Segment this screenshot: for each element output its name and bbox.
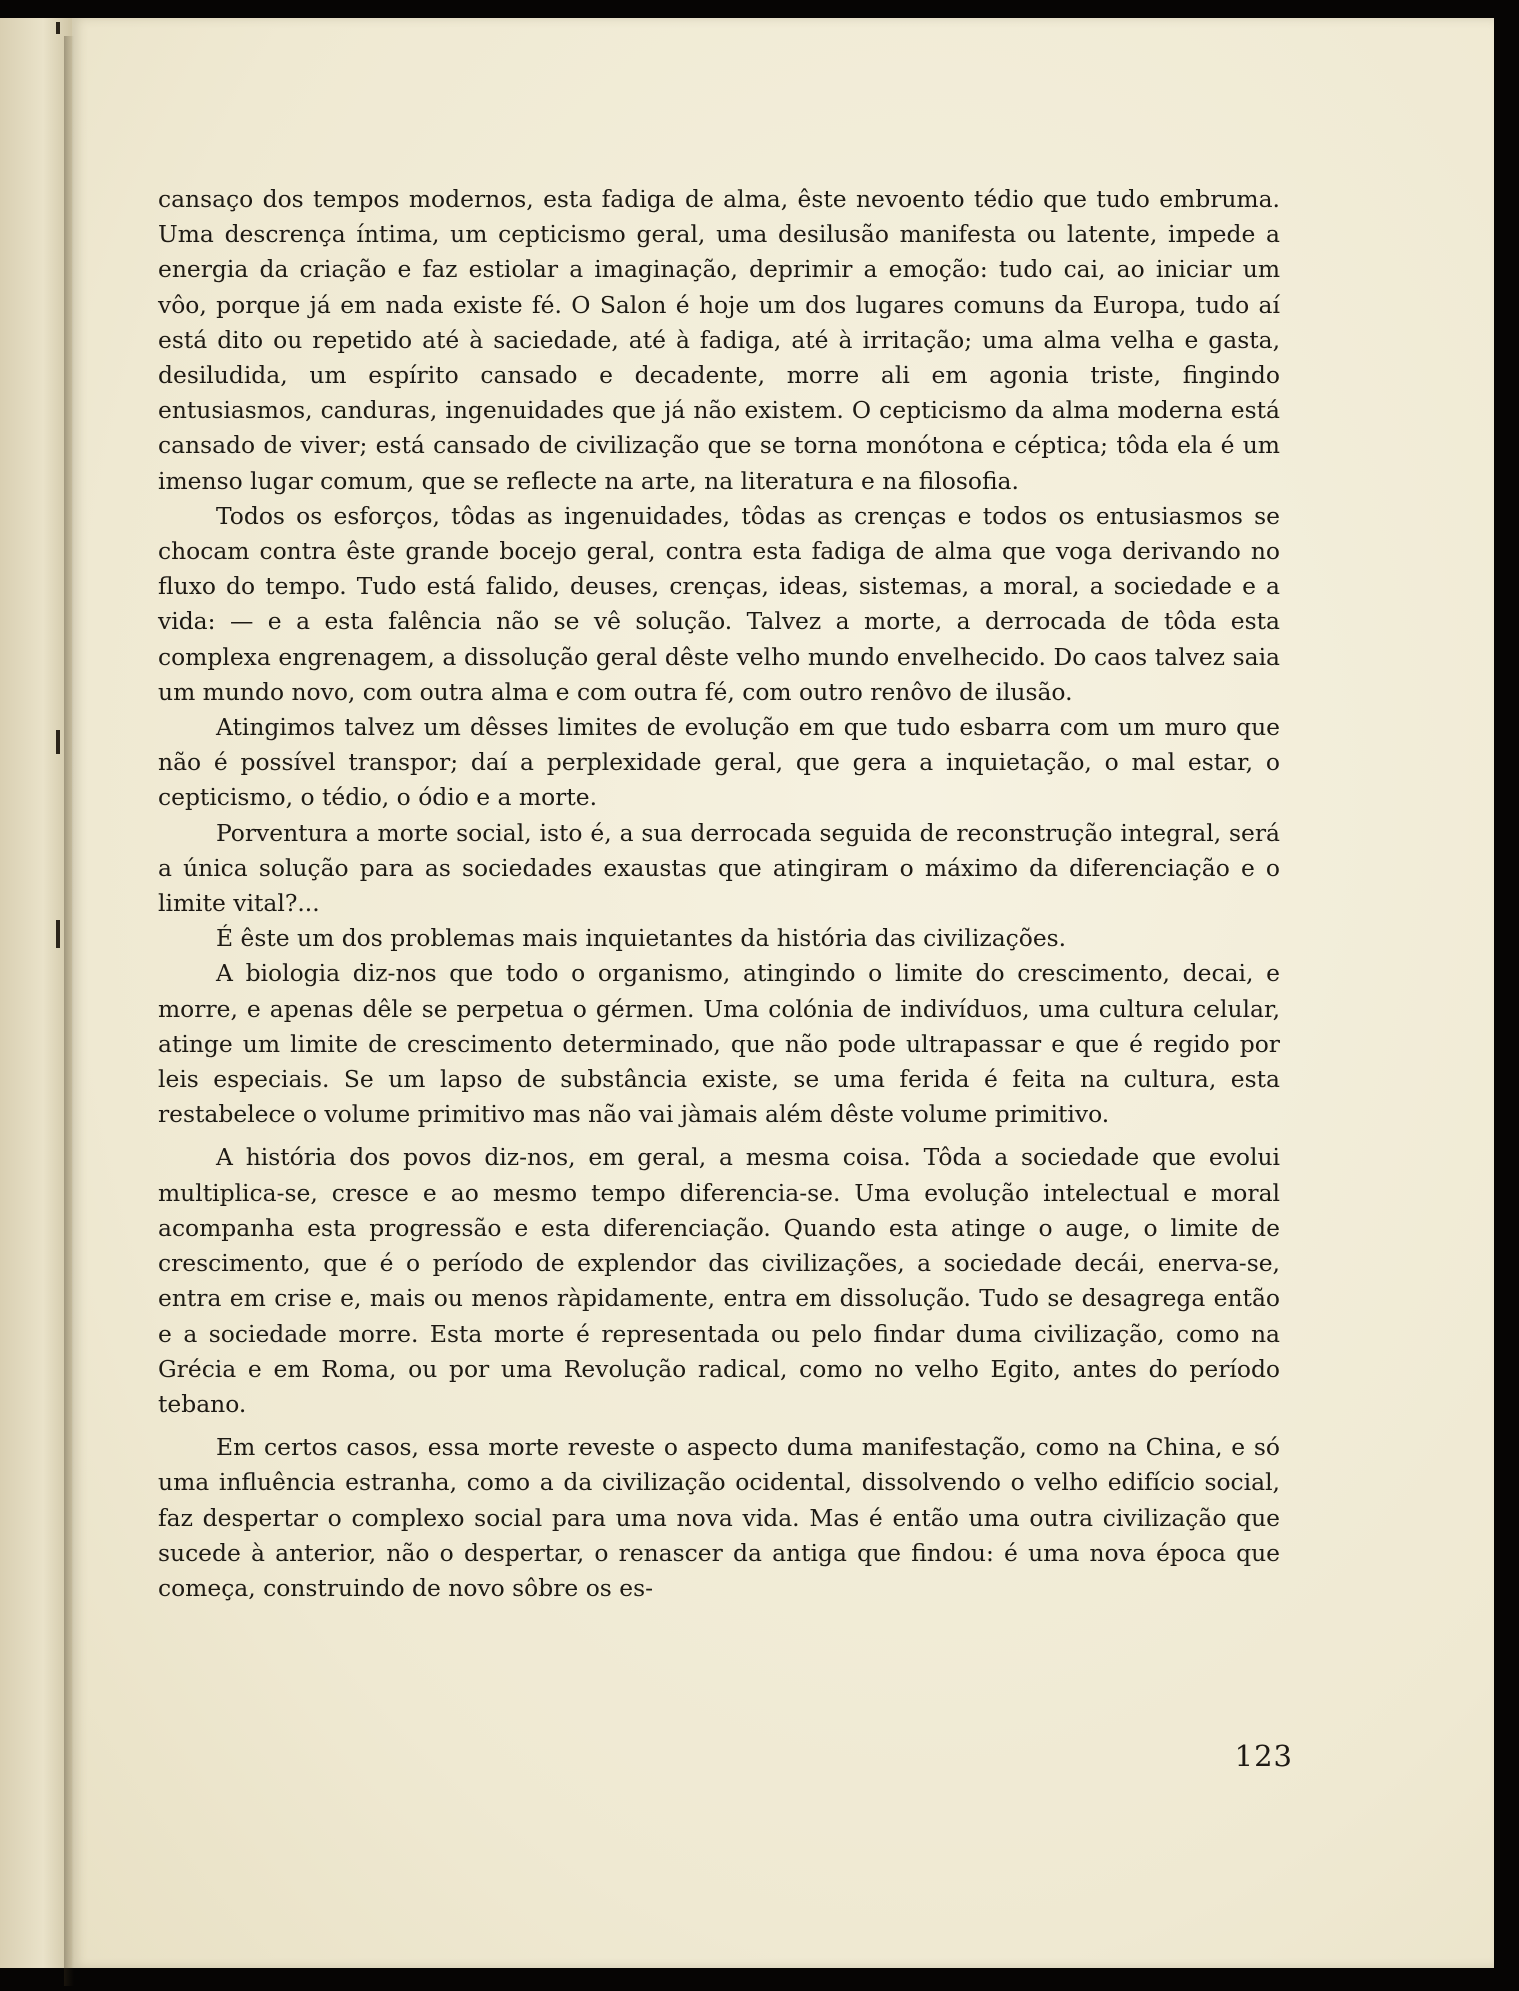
paragraph: A história dos povos diz-nos, em geral, a mesma coisa. Tôda a sociedade que evolui multiplica-se, cresce e ao mesmo tempo diferencia-se. Uma evolução intelectual e moral acompanha esta progressão e esta diferenciação. Quando esta atinge o auge, o limite de crescimento, que é o período de explendor das civilizações, a sociedade decái, enerva-se, entra em crise e, mais ou menos ràpidamente, entra em dissolução. Tudo se desagrega então e a sociedade morre. Esta morte é representada ou pelo findar duma civilização, como na Grécia e em Roma, ou por uma Revolução radical, como no velho Egito, antes do período tebano. (158, 1143, 1280, 1418)
paragraph: Porventura a morte social, isto é, a sua derrocada seguida de reconstrução integral, será a única solução para as sociedades exaustas que atingiram o máximo da diferenciação e o limite vital?... (158, 818, 1280, 918)
page-number: 123 (1234, 1739, 1293, 1773)
paragraph: Em certos casos, essa morte reveste o aspecto duma manifestação, como na China, e só uma influência estranha, como a da civilização ocidental, dissolvendo o velho edifício social, faz despertar o complexo social para uma nova vida. Mas é então uma outra civilização que sucede à anterior, não o despertar, o renascer da antiga que findou: é uma nova época que começa, construindo de novo sôbre os es- (158, 1433, 1280, 1602)
paragraph: É êste um dos problemas mais inquietantes da história das civilizações. (216, 924, 1067, 953)
paragraph: Atingimos talvez um dêsses limites de evolução em que tudo esbarra com um muro que não é possível transpor; daí a perplexidade geral, que gera a inquietação, o mal estar, o cepticismo, o tédio, o ódio e a morte. (158, 713, 1280, 812)
page-gutter-shadow (64, 36, 74, 1986)
paragraph: Todos os esforços, tôdas as ingenuidades, tôdas as crenças e todos os entusiasmos se chocam contra êste grande bocejo geral, contra esta fadiga de alma que voga derivando no fluxo do tempo. Tudo está falido, deuses, crenças, ideas, sistemas, a moral, a sociedade e a vida: — e a esta falência não se vê solução. Talvez a morte, a derrocada de tôda esta complexa engrenagem, a dissolução geral dêste velho mundo envelhecido. Do caos talvez saia um mundo novo, com outra alma e com outra fé, com outro renôvo de ilusão. (158, 501, 1280, 706)
paragraph: A biologia diz-nos que todo o organismo, atingindo o limite do crescimento, decai, e morre, e apenas dêle se perpetua o gérmen. Uma colónia de indivíduos, uma cultura celular, atinge um limite de crescimento determinado, que não pode ultrapassar e que é regido por leis especiais. Se um lapso de substância existe, se uma ferida é feita na cultura, esta restabelece o volume primitivo mas não vai jàmais além dêste volume primitivo. (158, 959, 1280, 1129)
binding-mark (56, 730, 60, 754)
binding-mark (56, 22, 60, 34)
page-body-text (158, 182, 1280, 1606)
binding-mark (56, 920, 60, 948)
previous-page-edge (0, 18, 72, 1968)
paragraph: cansaço dos tempos modernos, esta fadiga de alma, êste nevoento tédio que tudo embruma. Uma descrença íntima, um cepticismo geral, uma desilusão manifesta ou latente, impede a energia da criação e faz estiolar a imaginação, deprimir a emoção: tudo cai, ao iniciar um vôo, porque já em nada existe fé. O Salon é hoje um dos lugares comuns da Europa, tudo aí está dito ou repetido até à saciedade, até à fadiga, até à irritação; uma alma velha e gasta, desiludida, um espírito cansado e decadente, morre ali em agonia triste, fingindo entusiasmos, canduras, ingenuidades que já não existem. O cepticismo da alma moderna está cansado de viver; está cansado de civilização que se torna monótona e céptica; tôda ela é um imenso lugar comum, que se reflecte na arte, na literatura e na filosofia. (158, 185, 1280, 495)
